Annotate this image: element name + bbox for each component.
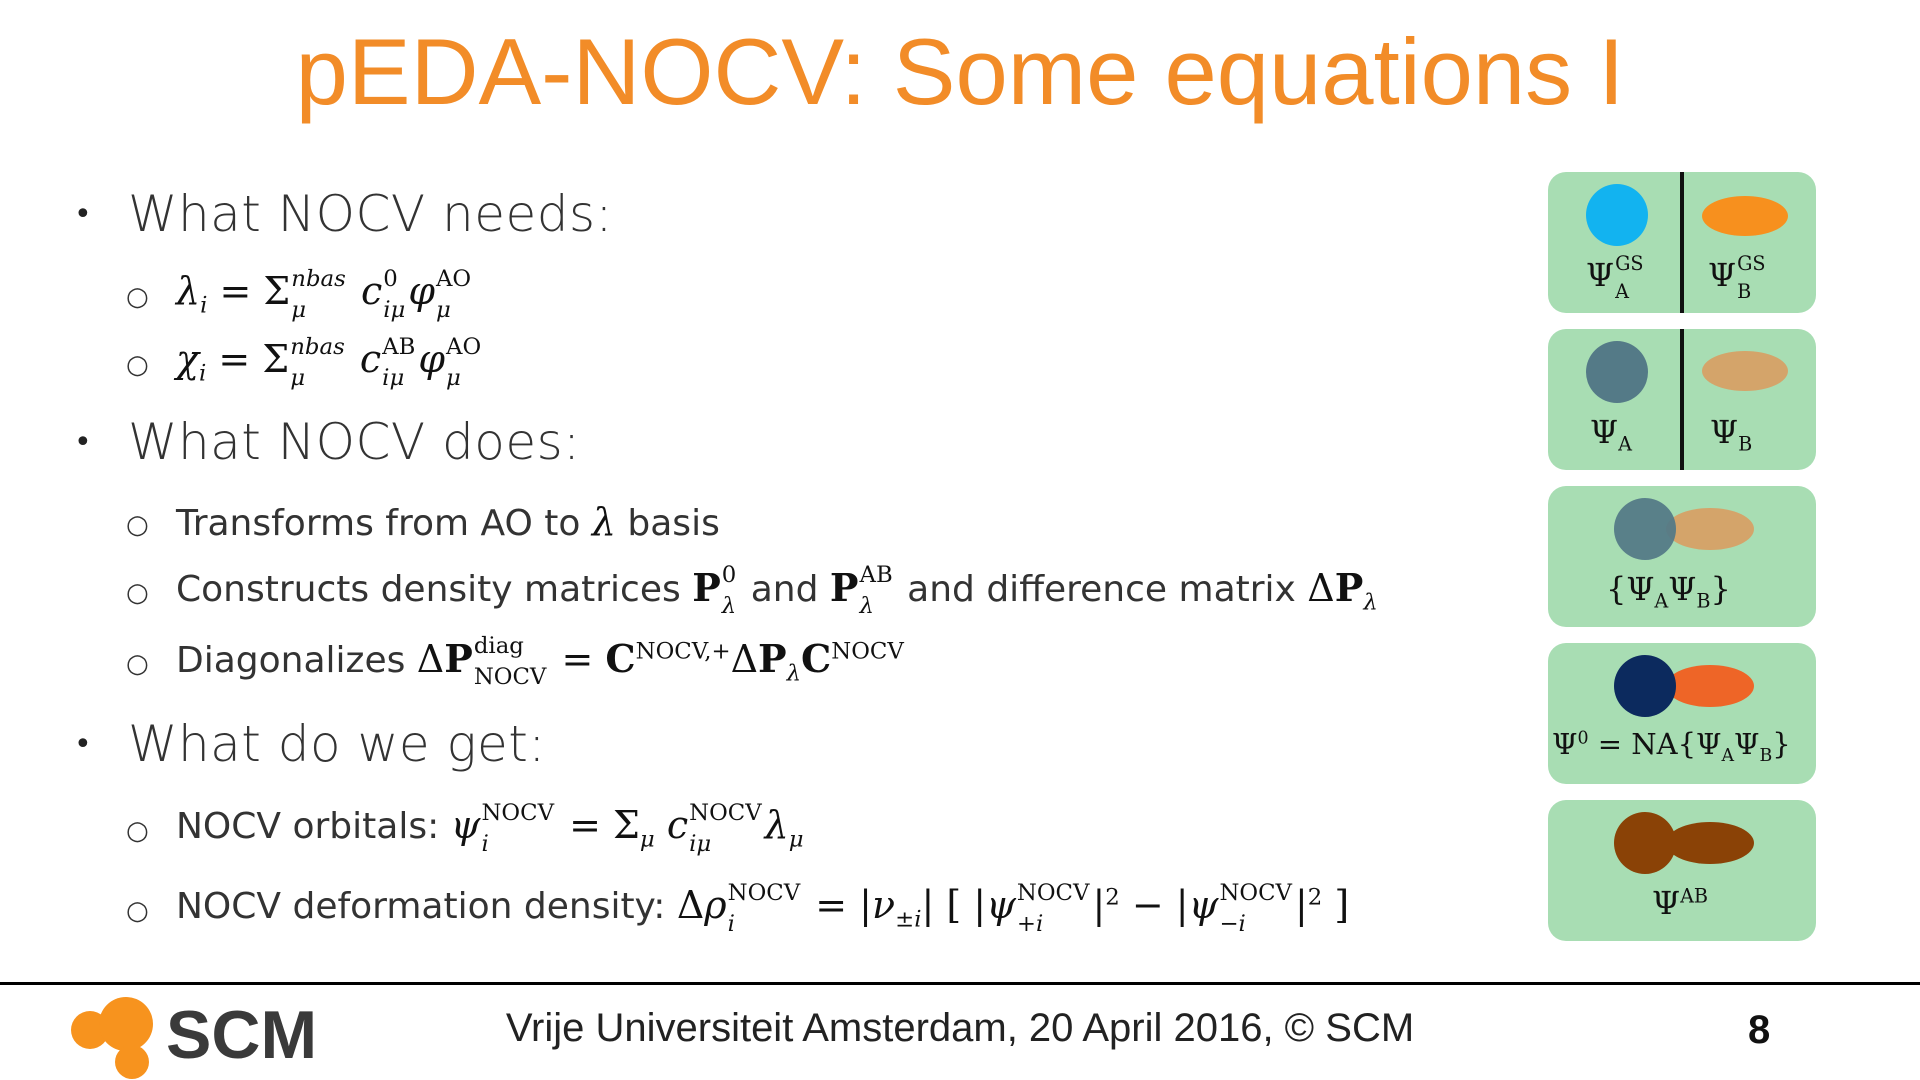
footer-divider: [0, 982, 1920, 985]
sub-bullet-deformation: [74, 866, 1514, 950]
label-psi-b-gs: Ψ GS B: [1708, 252, 1766, 303]
page-number: 8: [1748, 1008, 1771, 1052]
bullet-needs: [74, 168, 1514, 260]
sub-bullet-circle: ○: [126, 816, 149, 846]
label-psi-0: $\Psi^0 = NA\{\Psi_A\Psi_B\}$: [1552, 727, 1791, 766]
fragment-b-orbital: [1666, 665, 1754, 707]
sub-bullet-circle: ○: [126, 282, 149, 312]
bullet-does: [74, 396, 1514, 488]
sub-bullet-circle: ○: [126, 350, 149, 380]
panel-ground-state: [1548, 172, 1816, 313]
equation-lambda: $\lambda_i = \Sigma$ nbas μ c 0 iμ φ AO μ: [176, 265, 472, 323]
sub-bullet-chi: [74, 328, 1514, 396]
fragment-diagram: [1548, 172, 1816, 941]
sub-bullet-orbitals: [74, 790, 1514, 866]
equation-deformation: Δρ NOCV i = $|\nu_{\pm i}|$ [ |ψ NOCV +i $|^2 - |\psi$ NOCV −i $|^2$ ]: [676, 879, 1350, 937]
bullet-get-label: What do we get:: [128, 715, 546, 773]
fragment-a-orbital: [1614, 498, 1676, 560]
logo-text: SCM: [166, 997, 318, 1073]
equation-orbitals: ψ NOCV i = $\Sigma_\mu$ c NOCV iμ $\lambda_\mu$: [450, 799, 804, 857]
equation-chi: $\chi_i = \Sigma$ nbas μ c AB iμ φ AO μ: [176, 333, 482, 391]
fragment-b-orbital: [1666, 822, 1754, 864]
fragment-a-orbital: [1586, 341, 1648, 403]
slide-title: pEDA-NOCV: Some equations I: [295, 19, 1625, 124]
footer-text: Vrije Universiteit Amsterdam, 20 April 2016, © SCM: [505, 1006, 1415, 1050]
fragment-a-orbital: [1586, 184, 1648, 246]
fragment-b-orbital: [1702, 351, 1788, 391]
fragment-b-orbital: [1666, 508, 1754, 550]
panel-antisymmetrized: [1548, 643, 1816, 784]
label-psi-a-gs: Ψ GS A: [1586, 252, 1644, 303]
constructs-and: and: [739, 568, 830, 610]
equation-p0: P 0 λ: [692, 562, 737, 620]
lambda-symbol: λ: [591, 500, 616, 544]
equation-delta-p: $\Delta P_\lambda$: [1307, 564, 1378, 616]
equation-diag: ΔP diag NOCV = $C^{NOCV,+}\Delta P_\lambda C^{NOCV}$: [416, 633, 904, 691]
bullet-dot: •: [74, 196, 92, 232]
sub-bullet-circle: ○: [126, 896, 149, 926]
label-psi-a: $\Psi_A$: [1590, 413, 1632, 456]
slide-body: [74, 168, 1514, 950]
panel-product: [1548, 486, 1816, 627]
label-psi-b: $\Psi_B$: [1710, 413, 1753, 456]
sub-bullet-circle: ○: [126, 649, 149, 679]
equation-pab: P AB λ: [829, 562, 893, 620]
deformation-text: NOCV deformation density:: [176, 886, 677, 928]
bullet-does-label: What NOCV does:: [128, 413, 581, 471]
bullet-dot: •: [74, 424, 92, 460]
transforms-text: Transforms from AO to: [176, 503, 592, 544]
label-product: $\{\Psi_A\Psi_B\}$: [1606, 570, 1731, 613]
bullet-needs-label: What NOCV needs:: [128, 185, 613, 243]
sub-bullet-transforms: [74, 488, 1514, 556]
sub-bullet-constructs: [74, 556, 1514, 624]
panel-final: [1548, 800, 1816, 941]
bullet-dot: •: [74, 726, 92, 762]
bullet-get: [74, 698, 1514, 790]
panel-prepared-state: [1548, 329, 1816, 470]
label-psi-ab: $\Psi^{AB}$: [1652, 884, 1709, 922]
constructs-text: Constructs density matrices: [176, 568, 693, 610]
panel-divider: [1680, 329, 1684, 470]
fragment-a-orbital: [1614, 812, 1676, 874]
panel-divider: [1680, 172, 1684, 313]
sub-bullet-lambda: [74, 260, 1514, 328]
orbitals-text: NOCV orbitals:: [176, 806, 451, 848]
sub-bullet-circle: ○: [126, 578, 149, 608]
constructs-text2: and difference matrix: [895, 568, 1308, 610]
fragment-b-orbital: [1702, 196, 1788, 236]
diagonalizes-text: Diagonalizes: [176, 639, 417, 681]
transforms-tail: basis: [615, 503, 720, 544]
sub-bullet-diagonalizes: [74, 624, 1514, 698]
sub-bullet-circle: ○: [126, 510, 149, 540]
fragment-a-orbital: [1614, 655, 1676, 717]
